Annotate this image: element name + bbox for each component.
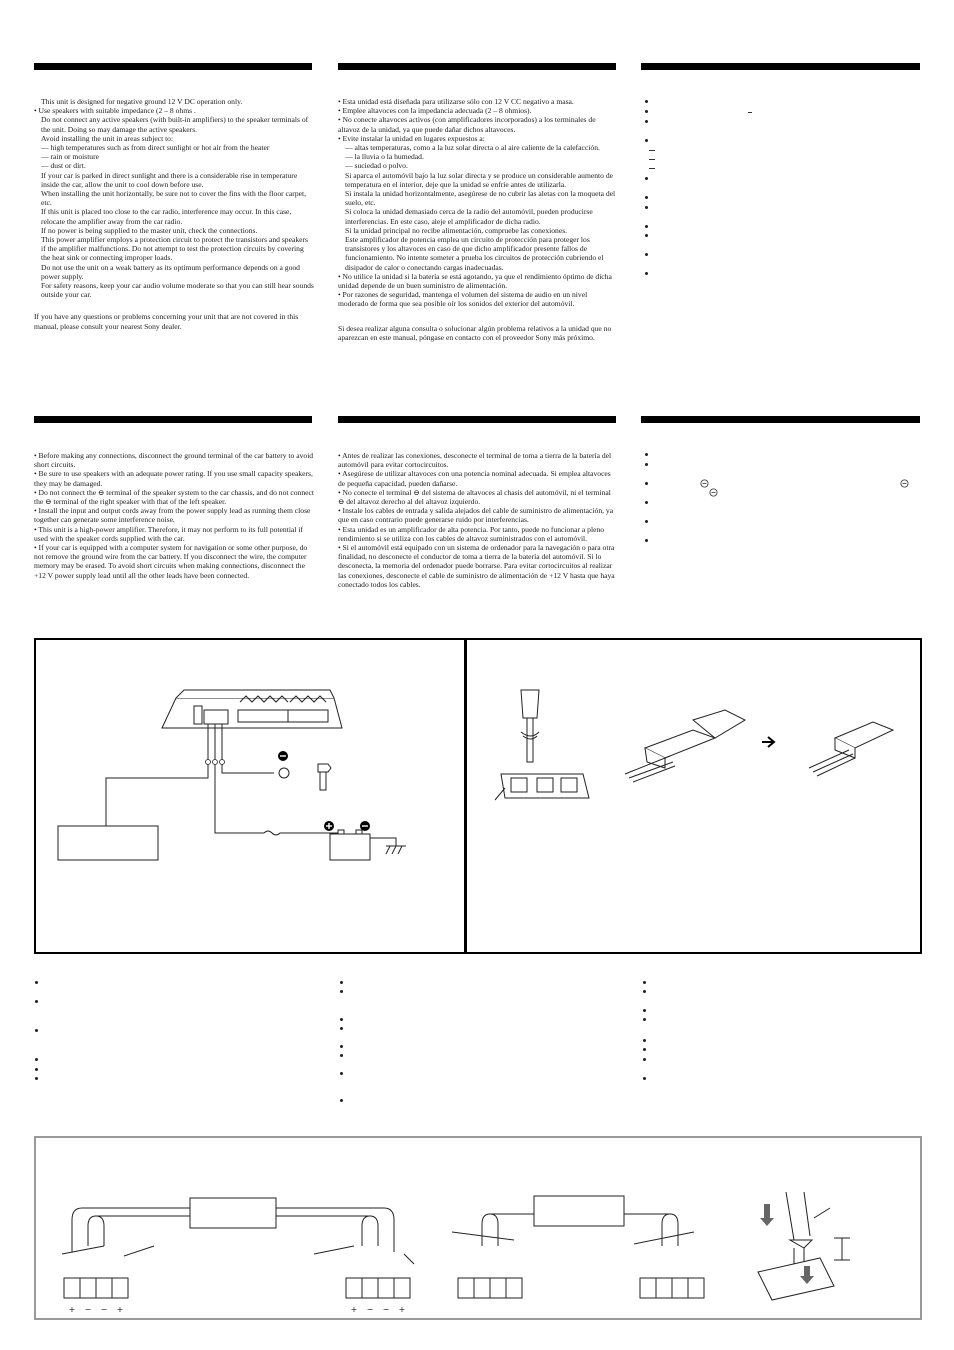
en-conn-5: • This unit is a high-power amplifier. Therefore, it may not perform to its full potential if used with the speaker cords supplied with the car.	[34, 524, 303, 543]
en-note-5: — rain or moisture	[41, 152, 99, 162]
polarity-symbols	[69, 1305, 406, 1314]
english-connections	[34, 451, 314, 580]
es-note-11: Si la unidad principal no recibe alimentación, compruebe las conexiones.	[345, 225, 568, 235]
es-note-10: Si coloca la unidad demasiado cerca de la radio del automóvil, pueden producirse interferencias. En este caso, aleje el amplificador de dicha radio.	[345, 207, 593, 226]
en-note-12: Do not use the unit on a weak battery as its optimum performance depends on a good power supply.	[41, 262, 300, 281]
en-conn-3: • Do not connect the ⊖ terminal of the speaker system to the car chassis, and do not connect the ⊖ terminal of the right speaker with that of the left speaker.	[34, 487, 314, 507]
arrow-right-icon	[762, 737, 774, 747]
ground-symbol-icon	[386, 846, 406, 854]
es-conn-2: • Asegúrese de utilizar altavoces con una potencia nominal adecuada. Si emplea altavoces de pequeña capacidad, pueden dañarse.	[338, 469, 611, 488]
es-note-8: Si aparca el automóvil bajo la luz solar directa y se produce un considerable aumento de temperatura en el interior, deje que la unidad se enfríe antes de utilizarla.	[345, 170, 614, 189]
minus-label: −	[100, 1305, 108, 1314]
terminal-diagram	[465, 638, 922, 954]
header-bar-third-notes	[641, 63, 920, 70]
es-note-14: • Por razones de seguridad, mantenga el volumen del sistema de audio en un nivel moderado de forma que sea posible oír los sonidos del exterior del automóvil.	[338, 290, 588, 309]
es-note-6: — la lluvia o la humedad.	[345, 152, 424, 162]
en-note-8: When installing the unit horizontally, be sure not to cover the fins with the floor carpet, etc.	[41, 189, 307, 208]
en-note-7: If your car is parked in direct sunlight and there is a considerable rise in temperature inside the car, allow the unit to cool down before use.	[41, 170, 298, 189]
minus-terminal-icon	[278, 751, 288, 761]
en-note-2: Do not connect any active speakers (with built-in amplifiers) to the speaker terminals of the unit. Doing so may damage the active speakers.	[41, 115, 309, 134]
en-conn-2: • Be sure to use speakers with an adequate power rating. If you use small capacity speakers, they may be damaged.	[34, 469, 313, 488]
speaker-wiring-diagram	[34, 1136, 922, 1320]
es-note-1: • Esta unidad está diseñada para utilizarse sólo con 12 V CC negativo a masa.	[338, 97, 574, 106]
en-conn-6: • If your car is equipped with a computer system for navigation or some other purpose, do not remove the ground wire from the car battery. If you disconnect the wire, the computer memory may be erased. To avoid short circuits when making connections, disconnect the +12 V power supply lead until all the other leads have been connected.	[34, 543, 308, 580]
header-bar-en-connections	[34, 416, 312, 423]
minus-label: −	[84, 1305, 92, 1314]
battery-icon	[330, 830, 370, 860]
spanish-connections	[338, 451, 618, 589]
es-notes-footer: Si desea realizar alguna consulta o solucionar algún problema relativos a la unidad que no aparezcan en este manual, póngase en contacto con el proveedor Sony más próximo.	[338, 323, 612, 342]
es-note-13: • No utilice la unidad si la batería se está agotando, ya que el rendimiento óptimo de dicha unidad depende de un buen suministro de alimentación.	[338, 271, 612, 291]
es-note-7: — suciedad o polvo.	[345, 161, 408, 171]
es-conn-6: • Si el automóvil está equipado con un sistema de ordenador para la navegación o para otra finalidad, no desconecte el conductor de toma a tierra de la batería del automóvil. Si lo desconecta, la memoria del ordenador puede borrarse. Para evitar cortocircuitos al realizar las conexiones, desconecte el cable de suministro de alimentación de +12 V hasta que haya conectado todos los cables.	[338, 543, 615, 589]
en-note-3: Avoid installing the unit in areas subject to:	[41, 133, 174, 143]
header-bar-third-connections	[641, 416, 920, 423]
amplifier-unit	[162, 690, 342, 728]
header-bar-en-notes	[34, 63, 312, 70]
plus-label: +	[350, 1305, 358, 1314]
spanish-notes	[338, 97, 618, 342]
es-conn-3: • No conecte el terminal ⊖ del sistema de altavoces al chasis del automóvil, ni el terminal ⊖ del altavoz derecho al del altavoz izquierdo.	[338, 487, 611, 507]
en-note-1: • Use speakers with suitable impedance (2 – 8 ohms .	[34, 106, 196, 116]
es-note-5: — altas temperaturas, como a la luz solar directa o al aire caliente de la calefacción.	[345, 143, 600, 153]
connection-diagram	[34, 638, 466, 954]
plus-label: +	[68, 1305, 76, 1314]
header-bar-es-notes	[338, 63, 616, 70]
en-note-4: — high temperatures such as from direct sunlight or hot air from the heater	[41, 143, 270, 153]
es-conn-4: • Instale los cables de entrada y salida alejados del cable de suministro de alimentación, ya que en caso contrario puede generarse ruido por interferencias.	[338, 506, 614, 525]
es-note-3: • No conecte altavoces activos (con amplificadores incorporados) a los terminales de altavoz de la unidad, ya que puede dañar dichos altavoces.	[338, 115, 596, 134]
es-note-4: • Evite instalar la unidad en lugares expuestos a:	[338, 133, 485, 143]
head-unit-box	[58, 826, 158, 860]
en-note-intro: This unit is designed for negative ground 12 V DC operation only.	[41, 97, 243, 106]
en-note-10: If no power is being supplied to the master unit, check the connections.	[41, 225, 258, 235]
minus-terminal-icon	[360, 821, 370, 831]
minus-circle-icon	[900, 479, 909, 488]
en-conn-1: • Before making any connections, disconnect the ground terminal of the car battery to avoid short circuits.	[34, 451, 314, 470]
header-bar-es-connections	[338, 416, 616, 423]
en-note-9: If this unit is placed too close to the car radio, interference may occur. In this case, relocate the amplifier away from the car radio.	[41, 207, 292, 226]
plus-terminal-icon	[324, 821, 334, 831]
en-conn-4: • Install the input and output cords away from the power supply lead as running them close together can generate some interference noise.	[34, 506, 311, 525]
en-notes-footer: If you have any questions or problems concerning your unit that are not covered in this manual, please consult your nearest Sony dealer.	[34, 312, 299, 331]
minus-circle-icon	[700, 479, 709, 488]
es-note-12: Este amplificador de potencia emplea un circuito de protección para proteger los transistores y los altavoces en caso de que dicho amplificador presente fallos de funcionamiento. No intente someter a prueba los circuitos de protección cubriendo el disipador de calor o conectando cargas inadecuadas.	[345, 235, 604, 272]
minus-label: −	[366, 1305, 374, 1314]
en-note-6: — dust or dirt.	[41, 161, 86, 171]
screwdriver-icon	[521, 690, 539, 762]
plus-label: +	[398, 1305, 406, 1314]
es-note-2: • Emplee altavoces con la impedancia adecuada (2 – 8 ohmios).	[338, 106, 532, 116]
es-note-9: Si instala la unidad horizontalmente, asegúrese de no cubrir las aletas con la moqueta del suelo, etc.	[345, 189, 616, 208]
plus-label: +	[116, 1305, 124, 1314]
bolt-icon	[279, 764, 331, 790]
minus-label: −	[382, 1305, 390, 1314]
es-conn-5: • Esta unidad es un amplificador de alta potencia. Por tanto, puede no funcionar a pleno rendimiento si se utiliza con los cables de altavoz suministrados con el automóvil.	[338, 524, 605, 543]
english-notes	[34, 97, 314, 331]
en-note-13: For safety reasons, keep your car audio volume moderate so that you can still hear sounds outside your car.	[41, 281, 314, 300]
minus-circle-icon	[709, 488, 718, 497]
es-conn-1: • Antes de realizar las conexiones, desconecte el terminal de toma a tierra de la batería del automóvil para evitar cortocircuitos.	[338, 451, 612, 470]
en-note-11: This power amplifier employs a protection circuit to protect the transistors and speakers if the amplifier malfunctions. Do not attempt to test the protection circuits by covering the heat sink or connecting improper loads.	[41, 235, 308, 263]
